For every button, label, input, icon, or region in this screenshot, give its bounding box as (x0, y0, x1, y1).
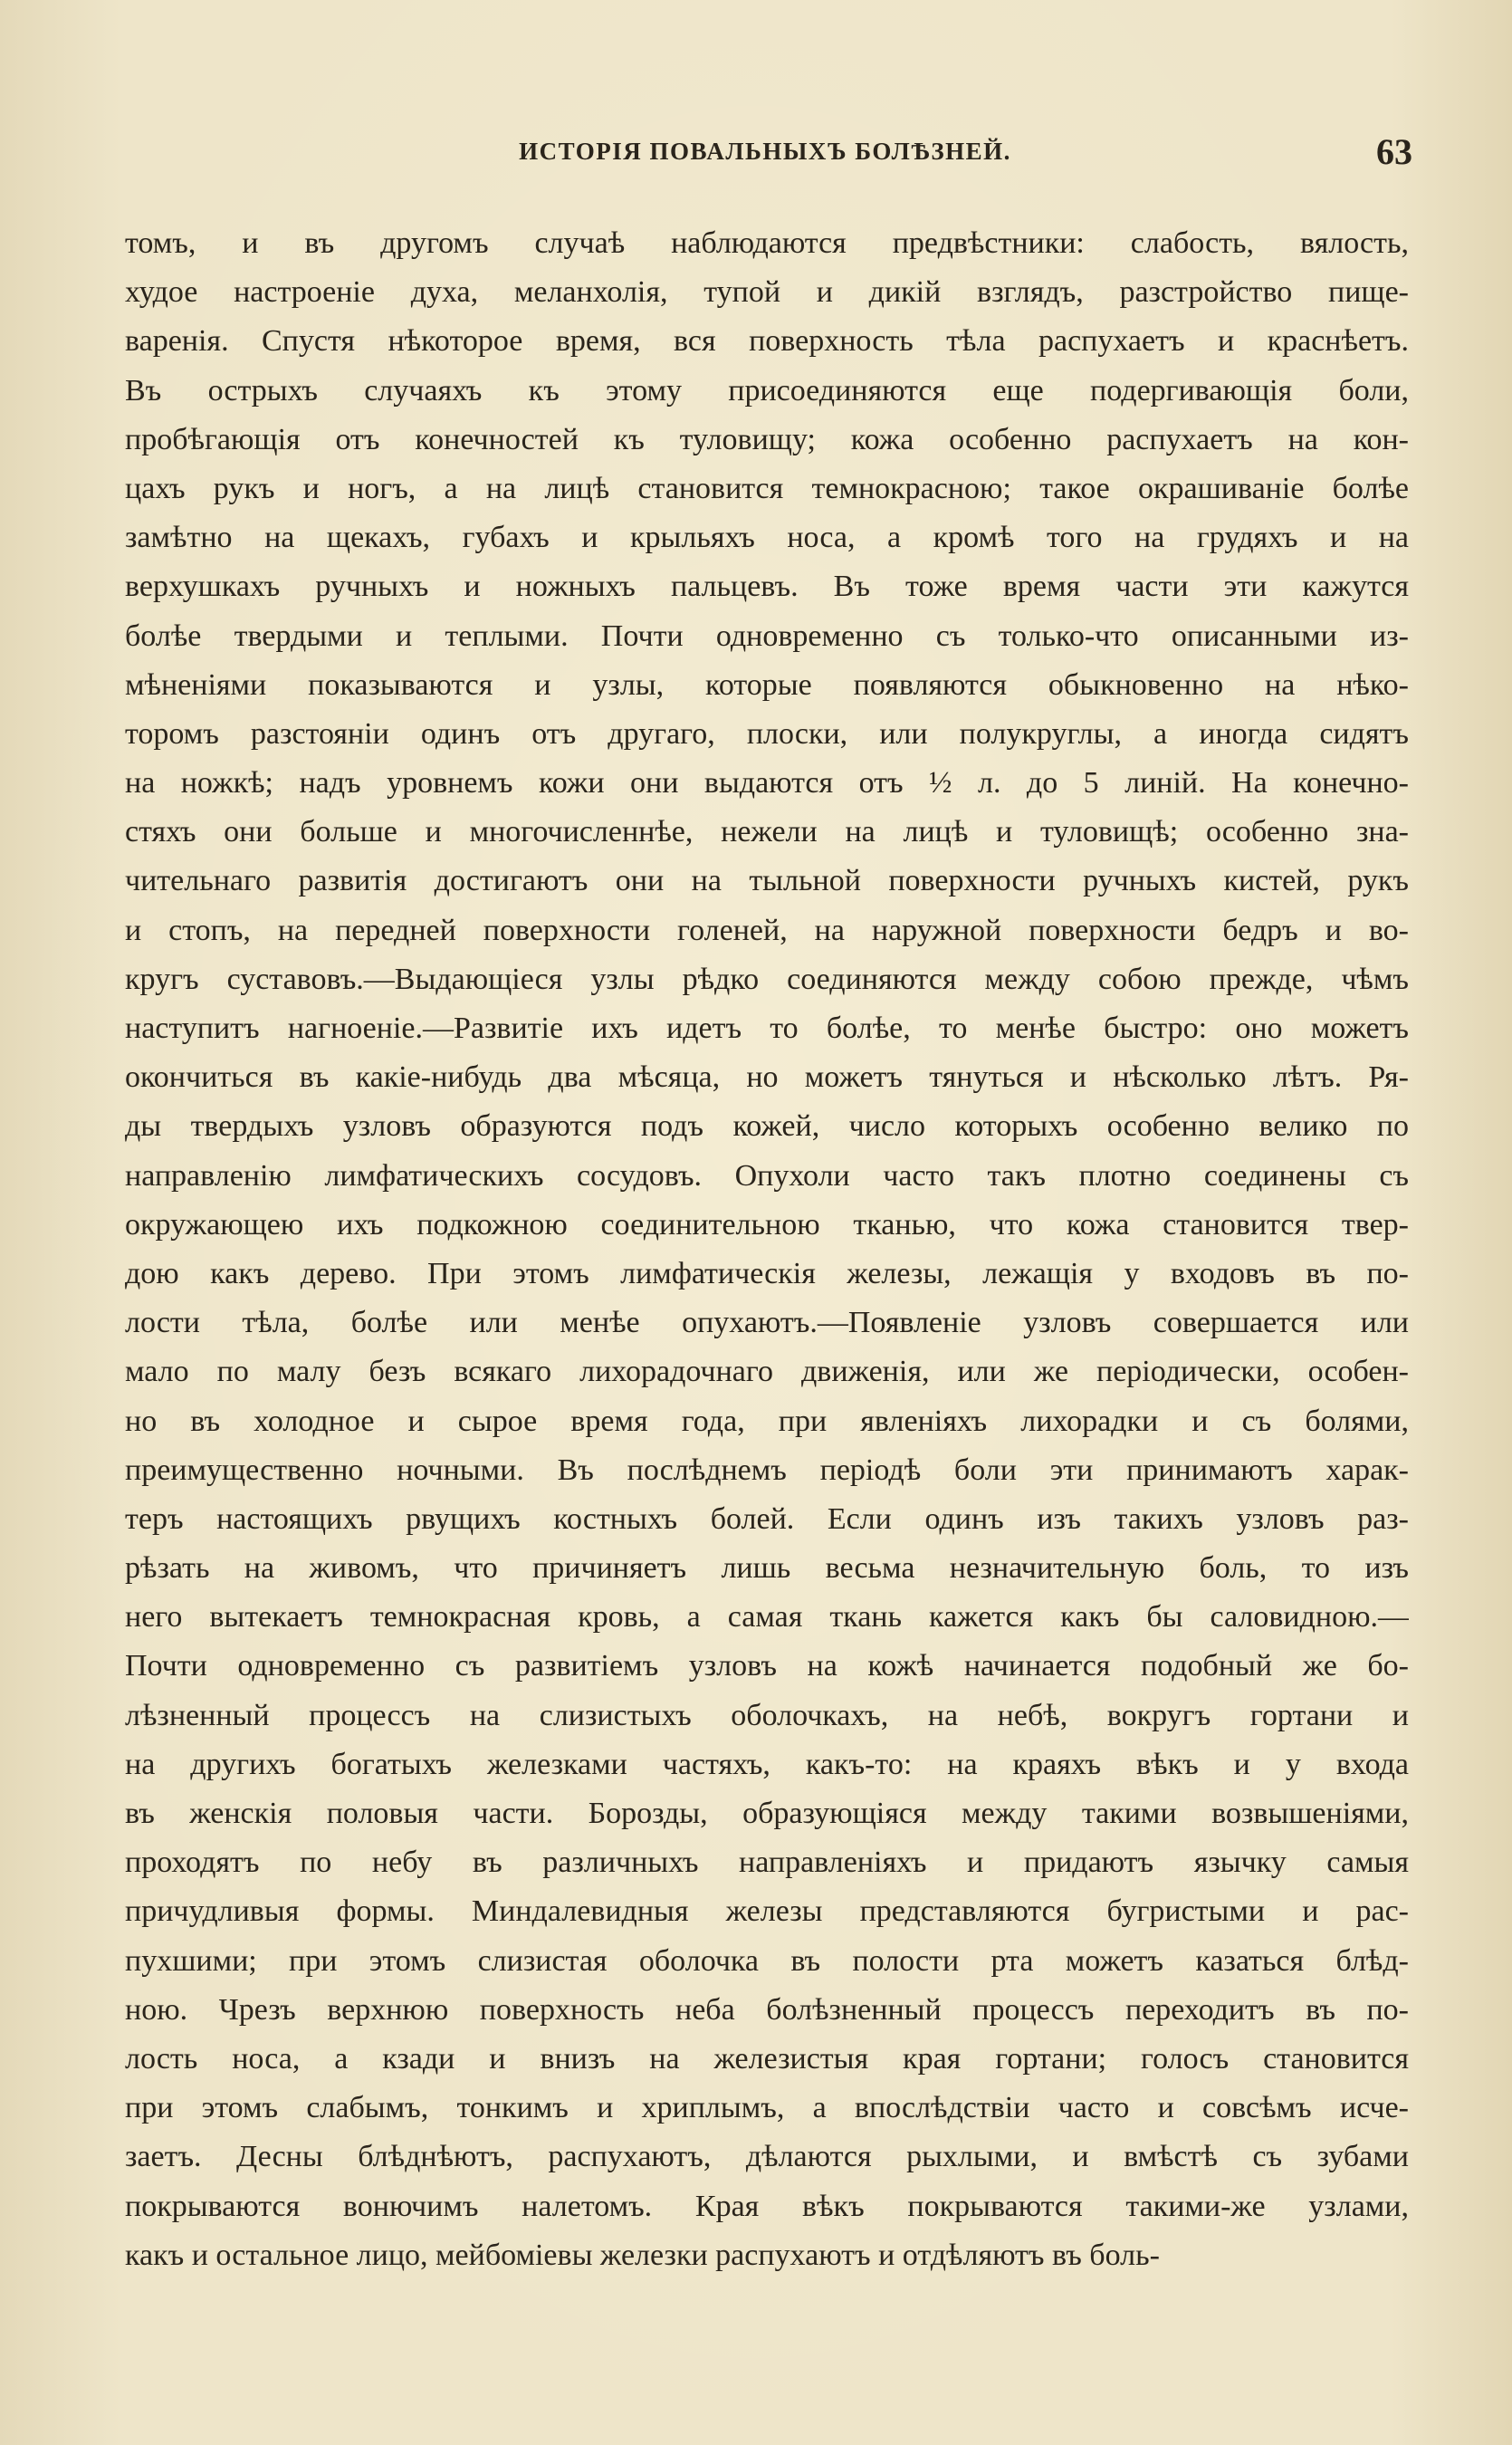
text-line: на другихъ богатыхъ железками частяхъ, какъ-то: на краяхъ вѣкъ и у входа (125, 1747, 1409, 1781)
text-line: теръ настоящихъ рвущихъ костныхъ болей. Если одинъ изъ такихъ узловъ раз- (125, 1501, 1409, 1536)
text-line: чительнаго развитія достигаютъ они на тыльной поверхности ручныхъ кистей, рукъ (125, 864, 1409, 898)
text-line: преимущественно ночными. Въ послѣднемъ періодѣ боли эти принимаютъ харак- (125, 1453, 1409, 1487)
text-line: причудливыя формы. Миндалевидныя железы представляются бугристыми и рас- (125, 1894, 1409, 1929)
text-line: покрываются вонючимъ налетомъ. Края вѣкъ покрываются такими-же узлами, (125, 2189, 1409, 2223)
text-line: окружающею ихъ подкожною соединительною тканью, что кожа становится твер- (125, 1207, 1409, 1242)
running-head (118, 129, 1412, 183)
text-line: болѣе твердыми и теплыми. Почти одновременно съ только-что описанными из- (125, 618, 1409, 653)
text-line: него вытекаетъ темнокрасная кровь, а самая ткань кажется какъ бы саловидною.— (125, 1600, 1409, 1635)
text-line: варенія. Спустя нѣкоторое время, вся поверхность тѣла распухаетъ и краснѣетъ. (125, 324, 1409, 359)
text-line: лости тѣла, болѣе или менѣе опухаютъ.—Появленіе узловъ совершается или (125, 1306, 1409, 1340)
text-line: наступитъ нагноеніе.—Развитіе ихъ идетъ то болѣе, то менѣе быстро: оно можетъ (125, 1012, 1409, 1045)
text-line: ды твердыхъ узловъ образуются подъ кожей, число которыхъ особенно велико по (125, 1109, 1409, 1144)
text-line: и стопъ, на передней поверхности голеней, на наружной поверхности бедръ и во- (125, 913, 1409, 947)
page-number: 63 (1376, 131, 1412, 172)
text-line: какъ и остальное лицо, мейбоміевы железки распухаютъ и отдѣляютъ въ боль- (125, 2238, 1160, 2272)
text-line: стяхъ они больше и многочисленнѣе, нежели на лицѣ и туловищѣ; особенно зна- (125, 815, 1409, 849)
text-line: верхушкахъ ручныхъ и ножныхъ пальцевъ. Въ тоже время части эти кажутся (125, 570, 1409, 604)
text-line: мало по малу безъ всякаго лихорадочнаго движенія, или же періодически, особен- (125, 1355, 1409, 1389)
text-line: цахъ рукъ и ногъ, а на лицѣ становится темнокрасною; такое окрашиваніе болѣе (125, 471, 1409, 505)
text-line: направленію лимфатическихъ сосудовъ. Опухоли часто такъ плотно соединены съ (125, 1158, 1409, 1193)
text-line: заетъ. Десны блѣднѣютъ, распухаютъ, дѣлаются рыхлыми, и вмѣстѣ съ зубами (125, 2140, 1409, 2174)
text-line: проходятъ по небу въ различныхъ направленіяхъ и придаютъ язычку самыя (125, 1846, 1409, 1880)
text-line: пухшими; при этомъ слизистая оболочка въ полости рта можетъ казаться блѣд- (125, 1943, 1409, 1978)
text-line: лость носа, а кзади и внизъ на железистыя края гортани; голосъ становится (125, 2041, 1409, 2076)
text-line: рѣзать на живомъ, что причиняетъ лишь весьма незначительную боль, то изъ (125, 1551, 1409, 1586)
body-text (125, 219, 1409, 2280)
text-line: Почти одновременно съ развитіемъ узловъ на кожѣ начинается подобный же бо- (125, 1649, 1409, 1683)
text-line: окончиться въ какіе-нибудь два мѣсяца, но можетъ тянуться и нѣсколько лѣтъ. Ря- (125, 1060, 1409, 1095)
text-line: лѣзненный процессъ на слизистыхъ оболочкахъ, на небѣ, вокругъ гортани и (125, 1698, 1409, 1732)
text-line: пробѣгающія отъ конечностей къ туловищу; кожа особенно распухаетъ на кон- (125, 422, 1409, 456)
text-line: въ женскія половыя части. Борозды, образующіяся между такими возвышеніями, (125, 1797, 1409, 1830)
text-line: но въ холодное и сырое время года, при явленіяхъ лихорадки и съ болями, (125, 1404, 1409, 1438)
text-line: замѣтно на щекахъ, губахъ и крыльяхъ носа, а кромѣ того на грудяхъ и на (125, 521, 1409, 555)
text-line: ною. Чрезъ верхнюю поверхность неба болѣзненный процессъ переходитъ въ по- (125, 1992, 1409, 2027)
text-line: томъ, и въ другомъ случаѣ наблюдаются предвѣстники: слабость, вялость, (125, 226, 1409, 260)
text-line: торомъ разстояніи одинъ отъ другаго, плоски, или полукруглы, а иногда сидятъ (125, 716, 1409, 751)
text-line: Въ острыхъ случаяхъ къ этому присоединяются еще подергивающія боли, (125, 373, 1409, 408)
text-line: на ножкѣ; надъ уровнемъ кожи они выдаются отъ ½ л. до 5 линій. На конечно- (125, 766, 1409, 801)
text-line: при этомъ слабымъ, тонкимъ и хриплымъ, а впослѣдствіи часто и совсѣмъ исче- (125, 2091, 1409, 2125)
running-head-title: ИСТОРІЯ ПОВАЛЬНЫХЪ БОЛѢЗНЕЙ. (519, 138, 1011, 165)
text-line: мѣненіями показываются и узлы, которые появляются обыкновенно на нѣко- (125, 667, 1409, 702)
text-line: худое настроеніе духа, меланхолія, тупой и дикій взглядъ, разстройство пище- (125, 275, 1409, 310)
text-line: дою какъ дерево. При этомъ лимфатическія железы, лежащія у входовъ въ по- (125, 1256, 1409, 1290)
text-line: кругъ суставовъ.—Выдающіеся узлы рѣдко соединяются между собою прежде, чѣмъ (125, 962, 1409, 996)
